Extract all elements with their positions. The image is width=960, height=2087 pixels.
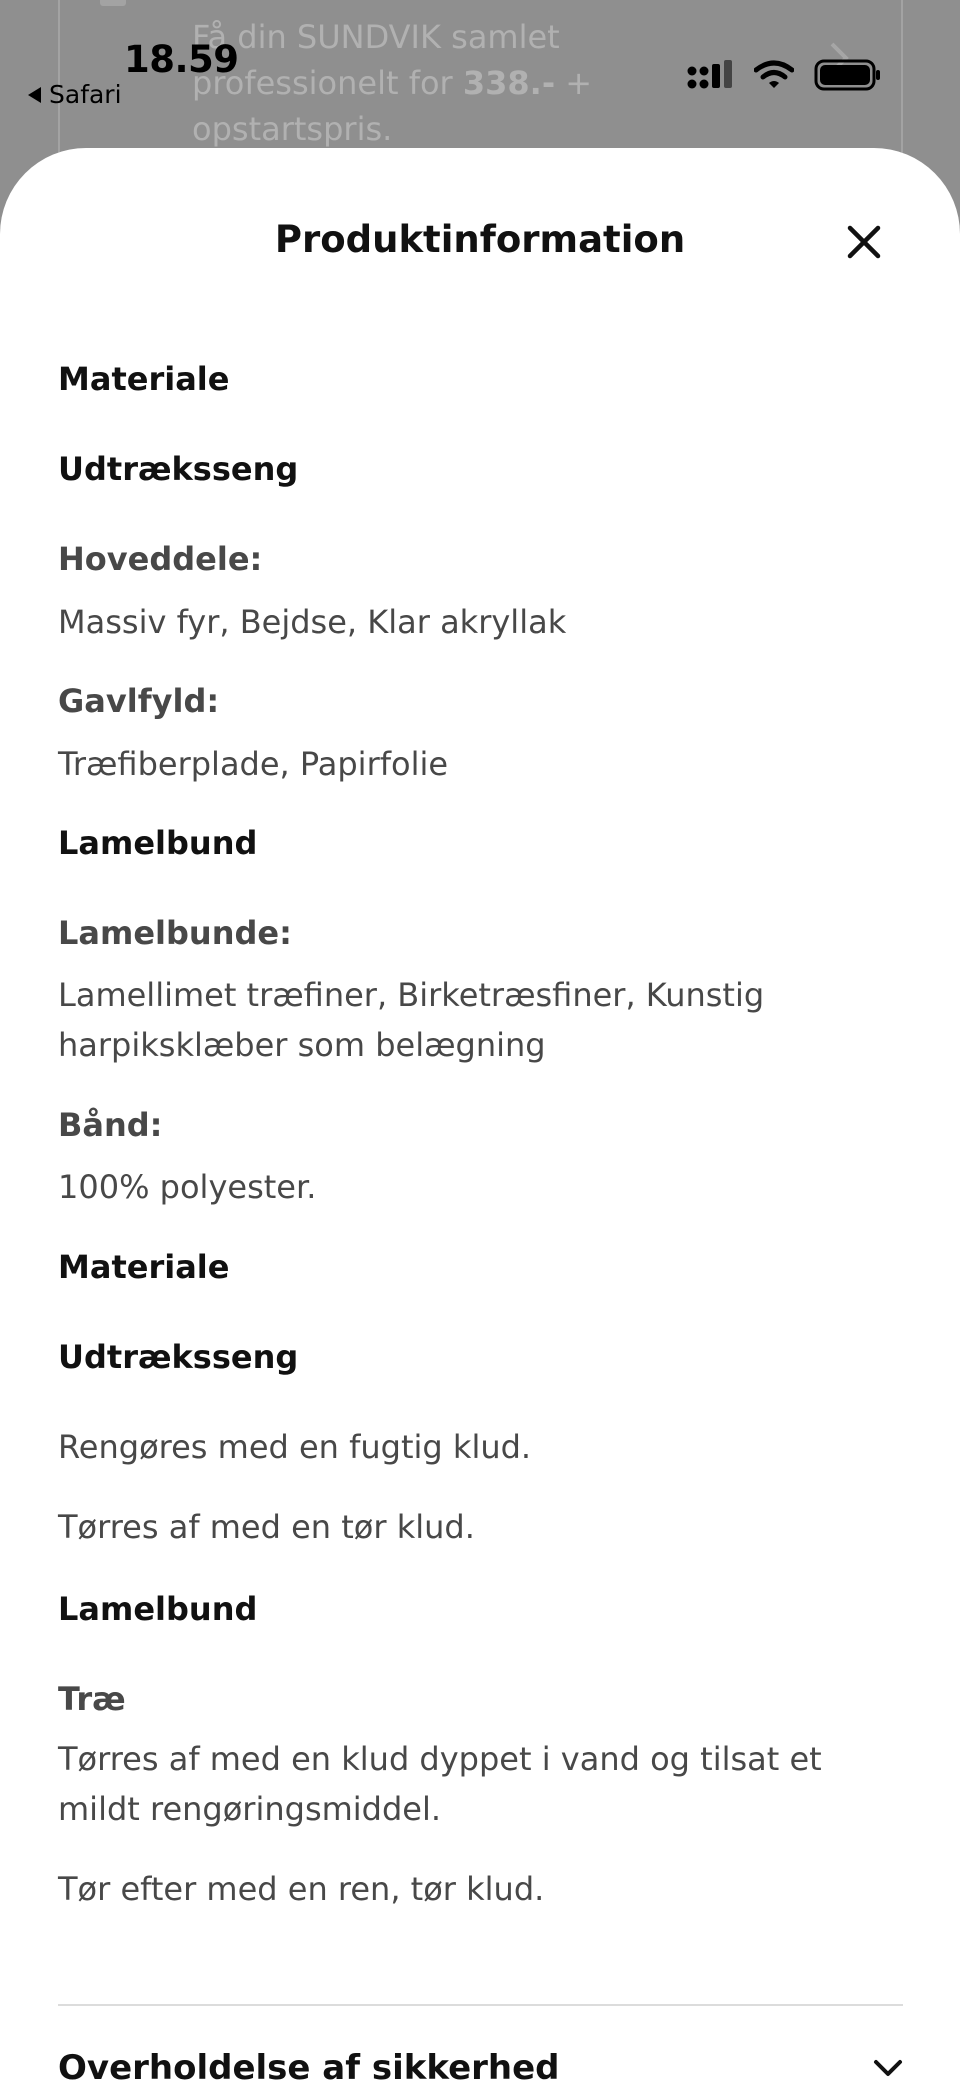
safety-compliance-accordion[interactable] [58, 2038, 903, 2087]
wifi-icon [754, 60, 794, 90]
care-heading: Materiale [58, 1248, 230, 1286]
slats-value: Lamellimet træfiner, Birketræsfiner, Kunstig harpiksklæber som belægning [58, 976, 765, 1064]
promo-text-pre: Få din SUNDVIK samlet professionelt for [192, 18, 560, 102]
materials-heading: Materiale [58, 360, 230, 398]
main-parts-label: Hoveddele: [58, 540, 263, 578]
back-app-label: Safari [49, 80, 122, 109]
battery-icon [814, 58, 882, 92]
care-line-2: Tørres af med en tør klud. [58, 1508, 475, 1546]
divider [58, 2004, 903, 2006]
main-parts-value: Massiv fyr, Bejdse, Klar akryllak [58, 603, 567, 641]
care-group-pullout-bed: Udtræksseng [58, 1338, 299, 1376]
band-value: 100% polyester. [58, 1168, 317, 1206]
back-to-app-button[interactable] [28, 80, 122, 109]
status-icons [686, 58, 882, 92]
close-button[interactable] [840, 218, 888, 266]
chevron-down-icon [873, 2058, 903, 2078]
band-label: Bånd: [58, 1106, 163, 1144]
wood-line-2: Tør efter med en ren, tør klud. [58, 1870, 545, 1908]
background-promo-text [192, 14, 752, 152]
background-checkbox [100, 0, 126, 6]
materials-group-slatted-base: Lamelbund [58, 824, 258, 862]
wood-line-1: Tørres af med en klud dyppet i vand og tilsat et mildt rengøringsmiddel. [58, 1740, 822, 1828]
care-group-slatted-base: Lamelbund [58, 1590, 258, 1628]
promo-price: 338.- [462, 64, 556, 102]
cellular-signal-icon [686, 60, 734, 90]
sheet-title: Produktinformation [274, 218, 686, 261]
slats-label: Lamelbunde: [58, 914, 292, 952]
gable-value: Træfiberplade, Papirfolie [58, 745, 449, 783]
gable-label: Gavlfyld: [58, 682, 220, 720]
accordion-label: Overholdelse af sikkerhed [58, 2048, 560, 2087]
back-arrow-icon [28, 87, 41, 103]
close-icon [846, 224, 882, 260]
status-time: 18.59 [124, 38, 239, 81]
wood-label: Træ [58, 1680, 126, 1718]
materials-group-pullout-bed: Udtræksseng [58, 450, 299, 488]
promo-text-post: + opstartspris. [192, 64, 593, 148]
care-line-1: Rengøres med en fugtig klud. [58, 1428, 532, 1466]
